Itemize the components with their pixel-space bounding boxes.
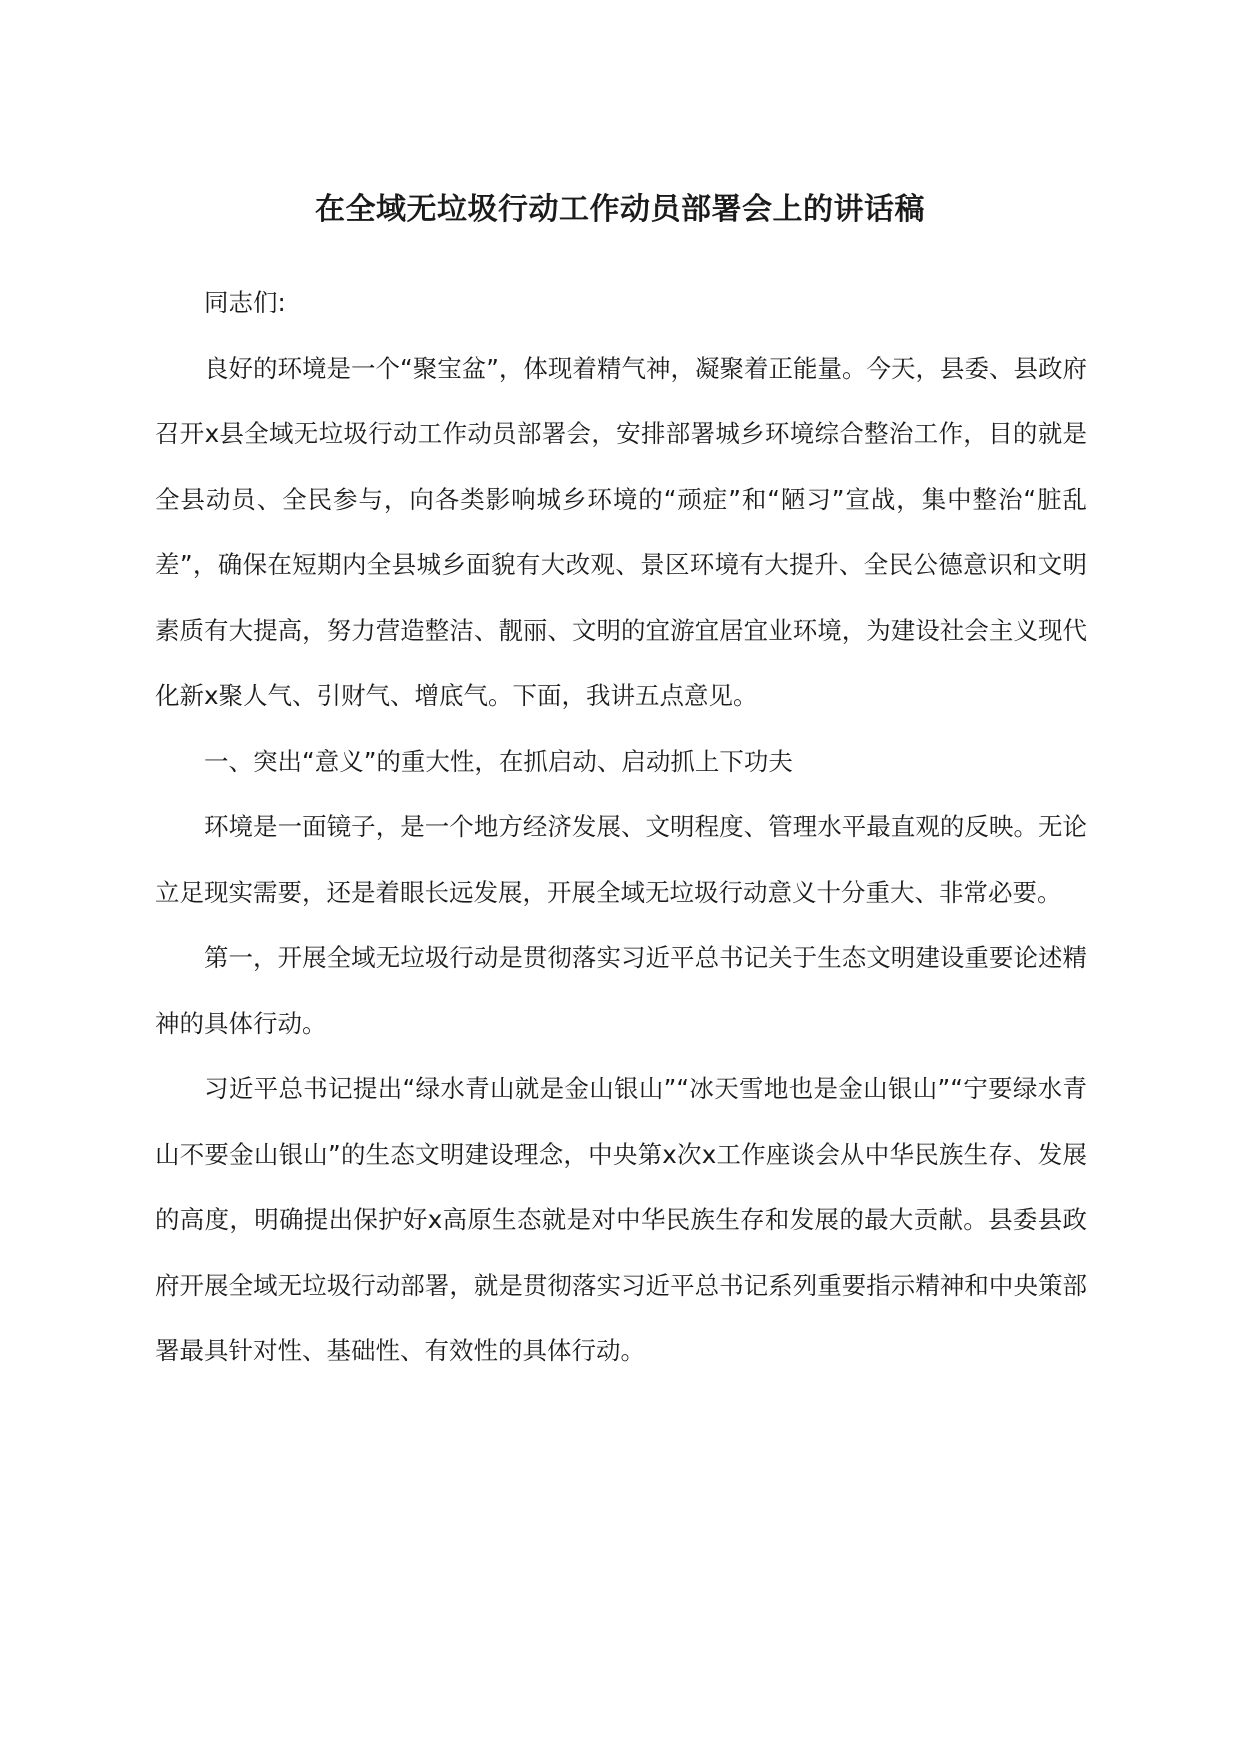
section-heading: 一、突出“意义”的重大性，在抓启动、启动抓上下功夫	[204, 746, 793, 776]
paragraph: 环境是一面镜子，是一个地方经济发展、文明程度、管理水平最直观的反映。无论立足现实需要，还是着眼长远发展，开展全域无垃圾行动意义十分重大、非常必要。	[155, 812, 1087, 907]
paragraph: 良好的环境是一个“聚宝盆”，体现着精气神，凝聚着正能量。今天，县委、县政府召开x县全域无垃圾行动工作动员部署会，安排部署城乡环境综合整治工作，目的就是全县动员、全民参与，向各类影响城乡环境的“顽症”和“陋习”宣战，集中整治“脏乱差”，确保在短期内全县城乡面貌有大改观、景区环境有大提升、全民公德意识和文明素质有大提高，努力营造整洁、靓丽、文明的宜游宜居宜业环境，为建设社会主义现代化新x聚人气、引财气、增底气。下面，我讲五点意见。	[155, 353, 1087, 710]
salutation: 同志们:	[204, 288, 286, 317]
paragraph: 习近平总书记提出“绿水青山就是金山银山”“冰天雪地也是金山银山”“宁要绿水青山不要金山银山”的生态文明建设理念，中央第x次x工作座谈会从中华民族生存、发展的高度，明确提出保护好x高原生态就是对中华民族生存和发展的最大贡献。县委县政府开展全域无垃圾行动部署，就是贯彻落实习近平总书记系列重要指示精神和中央策部署最具针对性、基础性、有效性的具体行动。	[155, 1074, 1087, 1365]
document-body	[155, 270, 1087, 1384]
page-title: 在全域无垃圾行动工作动员部署会上的讲话稿	[315, 192, 925, 227]
paragraph: 第一，开展全域无垃圾行动是贯彻落实习近平总书记关于生态文明建设重要论述精神的具体行动。	[155, 943, 1087, 1038]
